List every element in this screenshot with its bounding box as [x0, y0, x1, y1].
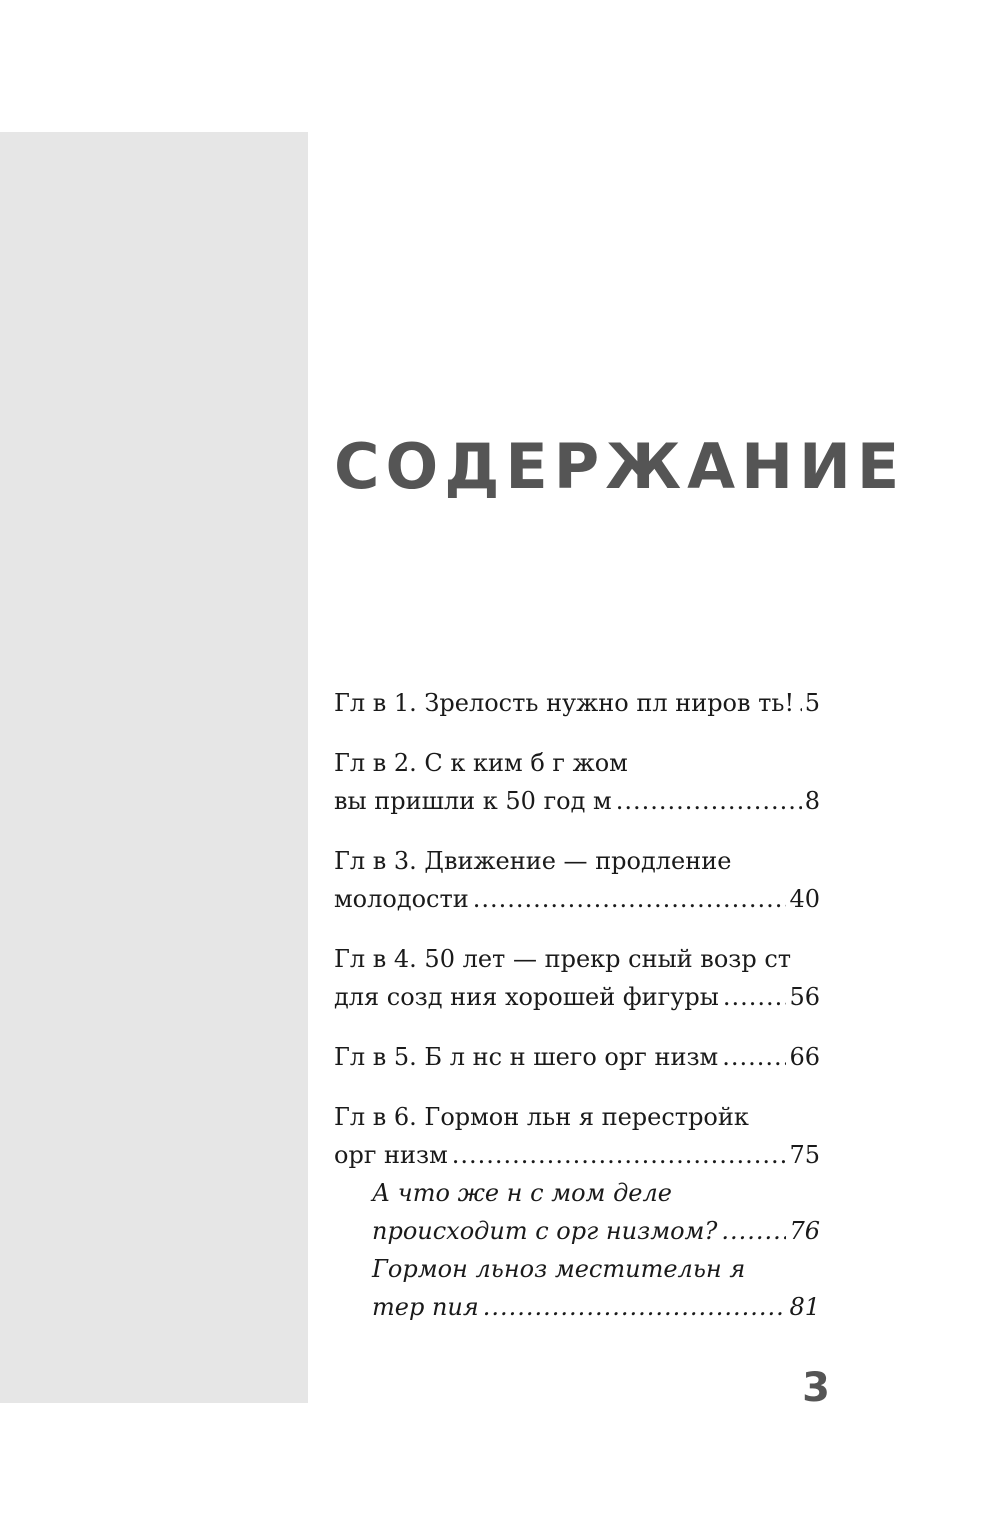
toc-entry-title: Гл в 4. 50 лет — прекр сный возр ст — [334, 945, 792, 973]
toc-subentry-title: Гормон льноз местительн я — [372, 1255, 746, 1283]
side-band — [0, 132, 308, 1403]
page-number: 3 — [802, 1365, 830, 1411]
toc-page-number: 76 — [789, 1217, 820, 1245]
toc-page-number: 81 — [789, 1293, 820, 1321]
toc-subentry-1[interactable] — [334, 1174, 820, 1250]
toc-entry-chapter-6[interactable] — [334, 1098, 820, 1174]
toc-leader-dots — [798, 684, 802, 722]
toc-entry-title-continued: вы пришли к 50 год м — [334, 787, 612, 815]
toc-subentry-title-continued: происходит с орг низмом? — [372, 1217, 718, 1245]
toc-entry-title-continued: молодости — [334, 885, 469, 913]
toc-subentry-title-continued: тер пия — [372, 1293, 479, 1321]
toc-leader-dots — [452, 1136, 787, 1174]
page-title: СОДЕРЖАНИЕ — [334, 430, 906, 503]
toc-leader-dots — [721, 1212, 786, 1250]
toc-entry-title-continued: орг низм — [334, 1141, 448, 1169]
toc-page-number: 40 — [789, 885, 820, 913]
toc-entry-title: Гл в 1. Зрелость нужно пл ниров ть! — [334, 689, 795, 717]
toc-page-number: 56 — [789, 983, 820, 1011]
toc-leader-dots — [483, 1288, 787, 1326]
toc-entry-chapter-3[interactable] — [334, 842, 820, 918]
toc-entry-chapter-4[interactable] — [334, 940, 820, 1016]
table-of-contents — [334, 684, 820, 1326]
toc-entry-chapter-2[interactable] — [334, 744, 820, 820]
toc-page-number: 66 — [789, 1043, 820, 1071]
toc-subentry-title: А что же н с мом деле — [372, 1179, 672, 1207]
toc-entry-title: Гл в 5. Б л нс н шего орг низм — [334, 1043, 719, 1071]
toc-subentry-2[interactable] — [334, 1250, 820, 1326]
toc-entry-title: Гл в 3. Движение — продление — [334, 847, 732, 875]
toc-page-number: 75 — [789, 1141, 820, 1169]
toc-leader-dots — [723, 978, 787, 1016]
toc-leader-dots — [616, 782, 802, 820]
toc-page-number: 5 — [804, 689, 820, 717]
toc-entry-chapter-5[interactable] — [334, 1038, 820, 1076]
toc-page-number: 8 — [804, 787, 820, 815]
toc-leader-dots — [722, 1038, 786, 1076]
toc-entry-title-continued: для созд ния хорошей фигуры — [334, 983, 719, 1011]
toc-entry-chapter-1[interactable] — [334, 684, 820, 722]
toc-entry-title: Гл в 2. С к ким б г жом — [334, 749, 628, 777]
toc-leader-dots — [473, 880, 787, 918]
toc-entry-title: Гл в 6. Гормон льн я перестройк — [334, 1103, 749, 1131]
